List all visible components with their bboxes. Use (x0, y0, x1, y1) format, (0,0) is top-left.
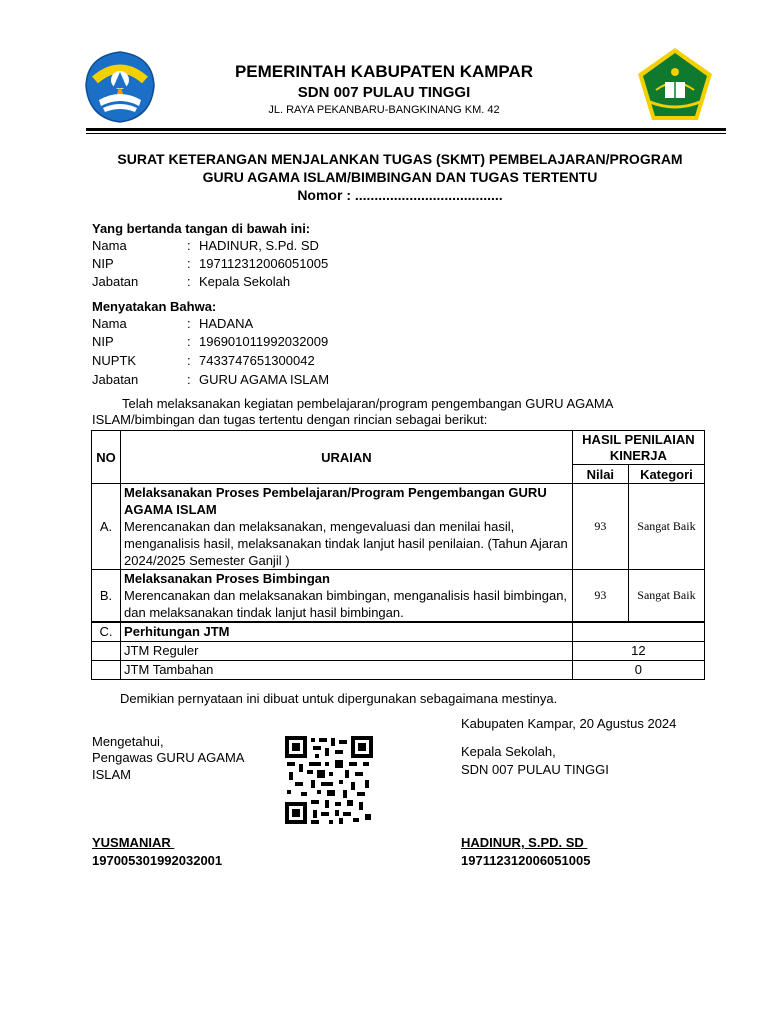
subject-jabatan-value: GURU AGAMA ISLAM (199, 372, 330, 387)
colon: : (187, 274, 191, 289)
colon: : (187, 334, 191, 349)
header-hasil-penilaian: HASIL PENILAIAN KINERJA (572, 431, 704, 465)
left-sign-line-2: Pengawas GURU AGAMA (92, 750, 245, 765)
right-sign-name: HADINUR, S.PD. SD (461, 835, 588, 850)
row-b-nilai: 93 (572, 570, 628, 623)
jtm-tambahan-no (92, 660, 121, 679)
jtm-reguler-no (92, 641, 121, 660)
intro-line-1: Telah melaksanakan kegiatan pembelajaran/program pengembangan GURU AGAMA (122, 396, 614, 411)
left-sign-nip: 197005301992032001 (92, 853, 223, 868)
table-row (92, 570, 705, 623)
row-a-nilai: 93 (572, 484, 628, 570)
row-b-title: Melaksanakan Proses Bimbingan (124, 571, 330, 586)
row-a-no: A. (92, 484, 121, 570)
colon: : (187, 353, 191, 368)
intro-line-2: ISLAM/bimbingan dan tugas tertentu dengan rincian sebagai berikut: (92, 412, 488, 427)
header-kategori: Kategori (628, 465, 704, 484)
subject-nuptk-value: 7433747651300042 (199, 353, 315, 368)
subject-nip-label: NIP (92, 334, 114, 349)
table-row (92, 641, 705, 660)
colon: : (187, 238, 191, 253)
subject-jabatan-label: Jabatan (92, 372, 139, 387)
table-row (92, 484, 705, 570)
row-c-title: Perhitungan JTM (121, 622, 573, 641)
right-sign-line-1: Kepala Sekolah, (461, 744, 556, 759)
subject-nip-value: 196901011992032009 (199, 334, 329, 349)
row-b-uraian (121, 570, 573, 623)
left-sign-name: YUSMANIAR (92, 835, 175, 850)
qr-code (285, 736, 373, 824)
colon: : (187, 372, 191, 387)
table-row (92, 622, 705, 641)
right-sign-line-2: SDN 007 PULAU TINGGI (461, 762, 609, 777)
subject-nuptk-label: NUPTK (92, 353, 137, 368)
row-a-title: Melaksanakan Proses Pembelajaran/Program Pengembangan GURU AGAMA ISLAM (124, 485, 547, 517)
row-b-no: B. (92, 570, 121, 623)
jtm-tambahan-label: JTM Tambahan (121, 660, 573, 679)
jtm-reguler-label: JTM Reguler (121, 641, 573, 660)
signer-nip-label: NIP (92, 256, 114, 271)
header-rule-thin (86, 133, 726, 134)
title-line-2: GURU AGAMA ISLAM/BIMBINGAN DAN TUGAS TERTENTU (202, 169, 598, 185)
header-rule-thick (86, 128, 726, 131)
colon: : (187, 256, 191, 271)
signer-jabatan-label: Jabatan (92, 274, 139, 289)
row-b-desc: Merencanakan dan melaksanakan bimbingan, menganalisis hasil bimbingan, dan melaksanakan tindak lanjut hasil bimbingan. (124, 588, 568, 620)
title-line-1: SURAT KETERANGAN MENJALANKAN TUGAS (SKMT) PEMBELAJARAN/PROGRAM (117, 151, 683, 167)
header-address: JL. RAYA PEKANBARU-BANGKINANG KM. 42 (268, 104, 500, 116)
header-no: NO (92, 431, 121, 484)
closing-statement: Demikian pernyataan ini dibuat untuk dipergunakan sebagaimana mestinya. (120, 691, 558, 706)
subject-name-value: HADANA (199, 316, 254, 331)
header-school: SDN 007 PULAU TINGGI (297, 84, 471, 101)
row-c-empty (572, 622, 704, 641)
row-a-kategori: Sangat Baik (628, 484, 704, 570)
jtm-tambahan-value: 0 (572, 660, 704, 679)
row-a-desc: Merencanakan dan melaksanakan, mengevaluasi dan menilai hasil, menganalisis hasil, melaksanakan tindak lanjut hasil penilaian. (Tahun Ajaran 2024/2025 Semester Ganjil ) (124, 519, 568, 568)
table-row (92, 660, 705, 679)
jtm-reguler-value: 12 (572, 641, 704, 660)
colon: : (187, 316, 191, 331)
row-c-no: C. (92, 622, 121, 641)
right-sign-nip: 197112312006051005 (461, 853, 591, 868)
row-a-uraian (121, 484, 573, 570)
title-nomor: Nomor : ...................................... (297, 187, 503, 203)
left-sign-line-1: Mengetahui, (92, 734, 164, 749)
signer-heading: Yang bertanda tangan di bawah ini: (92, 221, 311, 236)
header-uraian: URAIAN (121, 431, 573, 484)
place-date: Kabupaten Kampar, 20 Agustus 2024 (461, 716, 677, 731)
header-government: PEMERINTAH KABUPATEN KAMPAR (234, 62, 534, 81)
row-b-kategori: Sangat Baik (628, 570, 704, 623)
signer-name-label: Nama (92, 238, 127, 253)
left-sign-line-3: ISLAM (92, 767, 132, 782)
signer-nip-value: 197112312006051005 (199, 256, 329, 271)
subject-heading: Menyatakan Bahwa: (92, 299, 217, 314)
signer-name-value: HADINUR, S.Pd. SD (199, 238, 319, 253)
header-nilai: Nilai (572, 465, 628, 484)
assessment-table (91, 430, 705, 680)
document-title (60, 150, 740, 204)
table-header-row (92, 431, 705, 465)
subject-name-label: Nama (92, 316, 127, 331)
signer-jabatan-value: Kepala Sekolah (199, 274, 291, 289)
